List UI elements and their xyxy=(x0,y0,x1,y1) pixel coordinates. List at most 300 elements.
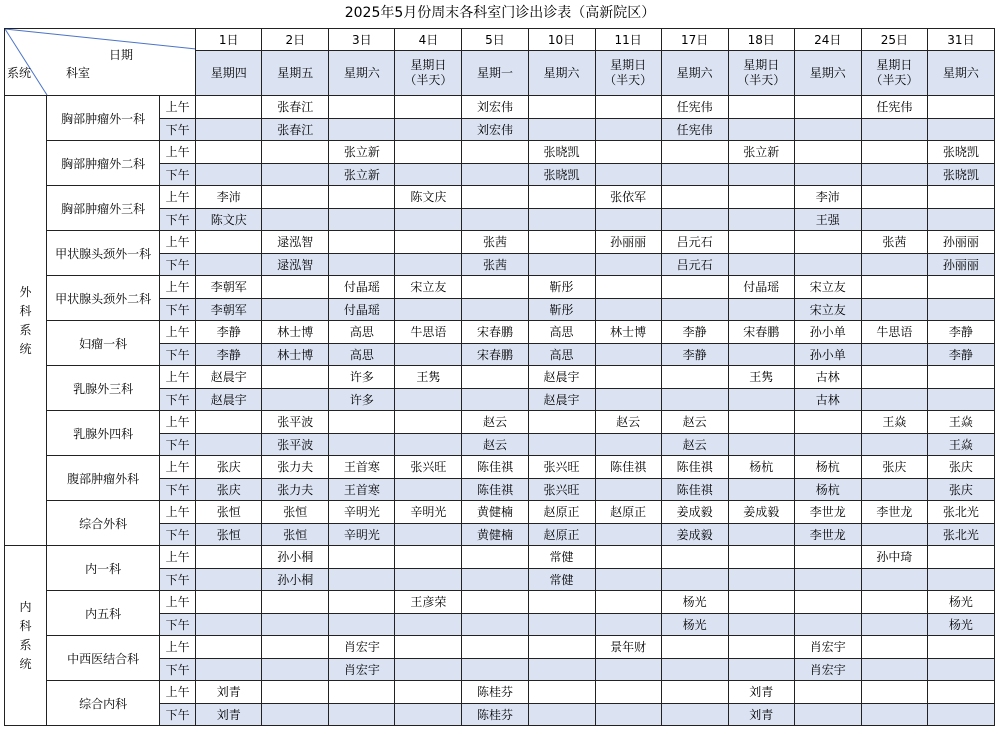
doctor-cell: 高思 xyxy=(528,321,595,344)
doctor-cell xyxy=(395,96,462,119)
doctor-cell: 肖宏宇 xyxy=(329,636,395,659)
doctor-cell: 赵云 xyxy=(462,411,528,434)
department-name: 内一科 xyxy=(47,546,160,591)
doctor-cell xyxy=(462,613,528,636)
doctor-cell: 杨光 xyxy=(927,591,994,614)
doctor-cell xyxy=(927,546,994,569)
doctor-cell: 张兴旺 xyxy=(528,478,595,501)
doctor-cell xyxy=(262,163,329,186)
doctor-cell xyxy=(528,208,595,231)
doctor-cell xyxy=(329,186,395,209)
doctor-cell: 陈佳祺 xyxy=(661,456,728,479)
doctor-cell xyxy=(196,231,262,254)
doctor-cell: 逯泓智 xyxy=(262,253,329,276)
doctor-cell: 张力夫 xyxy=(262,456,329,479)
doctor-cell xyxy=(861,703,927,726)
doctor-cell xyxy=(262,141,329,164)
doctor-cell: 孙丽丽 xyxy=(927,231,994,254)
doctor-cell xyxy=(395,298,462,321)
doctor-cell: 王焱 xyxy=(861,411,927,434)
morning-label: 上午 xyxy=(160,96,196,119)
doctor-cell: 宋春鹏 xyxy=(462,343,528,366)
department-name: 胸部肿瘤外一科 xyxy=(47,96,160,141)
doctor-cell xyxy=(595,343,661,366)
afternoon-label: 下午 xyxy=(160,478,196,501)
doctor-cell xyxy=(595,141,661,164)
doctor-cell: 张力夫 xyxy=(262,478,329,501)
doctor-cell xyxy=(528,703,595,726)
doctor-cell xyxy=(329,433,395,456)
doctor-cell: 杨光 xyxy=(927,613,994,636)
doctor-cell: 王首寒 xyxy=(329,456,395,479)
half-day-note: （半天） xyxy=(737,73,786,87)
doctor-cell xyxy=(262,613,329,636)
doctor-cell xyxy=(395,343,462,366)
doctor-cell xyxy=(329,703,395,726)
doctor-cell xyxy=(329,568,395,591)
afternoon-label: 下午 xyxy=(160,433,196,456)
doctor-cell: 许多 xyxy=(329,366,395,389)
doctor-cell xyxy=(927,636,994,659)
doctor-cell: 辛明光 xyxy=(395,501,462,524)
doctor-cell: 陈文庆 xyxy=(395,186,462,209)
doctor-cell xyxy=(728,478,794,501)
doctor-cell xyxy=(861,343,927,366)
half-day-note: （半天） xyxy=(404,73,453,87)
doctor-cell xyxy=(927,96,994,119)
doctor-cell xyxy=(196,96,262,119)
doctor-cell xyxy=(861,523,927,546)
doctor-cell: 常健 xyxy=(528,568,595,591)
doctor-cell xyxy=(528,636,595,659)
doctor-cell: 刘青 xyxy=(728,681,794,704)
doctor-cell: 杨杭 xyxy=(794,456,861,479)
doctor-cell: 李世龙 xyxy=(861,501,927,524)
doctor-cell xyxy=(395,613,462,636)
doctor-cell xyxy=(196,568,262,591)
doctor-cell: 姜成毅 xyxy=(661,523,728,546)
doctor-cell: 张茜 xyxy=(462,253,528,276)
doctor-cell xyxy=(262,276,329,299)
doctor-cell xyxy=(728,163,794,186)
doctor-cell xyxy=(462,546,528,569)
morning-label: 上午 xyxy=(160,546,196,569)
doctor-cell xyxy=(595,163,661,186)
date-header-cell: 25日 xyxy=(861,29,927,51)
doctor-cell: 逯泓智 xyxy=(262,231,329,254)
schedule-row xyxy=(5,636,995,659)
doctor-cell xyxy=(861,613,927,636)
doctor-cell: 张平波 xyxy=(262,411,329,434)
doctor-cell xyxy=(395,546,462,569)
doctor-cell xyxy=(661,141,728,164)
doctor-cell: 姜成毅 xyxy=(661,501,728,524)
date-header-cell: 5日 xyxy=(462,29,528,51)
doctor-cell xyxy=(661,366,728,389)
date-header-cell: 24日 xyxy=(794,29,861,51)
doctor-cell xyxy=(462,141,528,164)
doctor-cell xyxy=(794,163,861,186)
doctor-cell xyxy=(329,546,395,569)
doctor-cell xyxy=(196,118,262,141)
doctor-cell xyxy=(528,411,595,434)
doctor-cell: 孙中琦 xyxy=(861,546,927,569)
doctor-cell: 王强 xyxy=(794,208,861,231)
doctor-cell xyxy=(661,298,728,321)
doctor-cell xyxy=(262,366,329,389)
doctor-cell xyxy=(262,591,329,614)
doctor-cell xyxy=(794,591,861,614)
doctor-cell xyxy=(395,208,462,231)
afternoon-label: 下午 xyxy=(160,163,196,186)
doctor-cell: 宋春鹏 xyxy=(728,321,794,344)
date-header-cell: 18日 xyxy=(728,29,794,51)
doctor-cell xyxy=(728,411,794,434)
department-name: 内五科 xyxy=(47,591,160,636)
doctor-cell xyxy=(595,658,661,681)
doctor-cell: 张立新 xyxy=(329,141,395,164)
schedule-row xyxy=(5,411,995,434)
doctor-cell xyxy=(462,366,528,389)
doctor-cell xyxy=(595,366,661,389)
date-header-cell: 31日 xyxy=(927,29,994,51)
doctor-cell xyxy=(462,591,528,614)
doctor-cell xyxy=(794,118,861,141)
doctor-cell: 林士博 xyxy=(595,321,661,344)
doctor-cell xyxy=(861,186,927,209)
doctor-cell xyxy=(728,433,794,456)
doctor-cell: 赵云 xyxy=(661,433,728,456)
department-name: 中西医结合科 xyxy=(47,636,160,681)
doctor-cell: 赵云 xyxy=(661,411,728,434)
doctor-cell: 张晓凯 xyxy=(528,163,595,186)
doctor-cell xyxy=(595,96,661,119)
doctor-cell: 赵原正 xyxy=(595,501,661,524)
doctor-cell xyxy=(861,433,927,456)
doctor-cell xyxy=(728,231,794,254)
doctor-cell: 李朝军 xyxy=(196,276,262,299)
doctor-cell xyxy=(196,636,262,659)
doctor-cell xyxy=(927,298,994,321)
doctor-cell xyxy=(661,568,728,591)
doctor-cell xyxy=(794,433,861,456)
doctor-cell: 吕元石 xyxy=(661,253,728,276)
doctor-cell: 李沛 xyxy=(794,186,861,209)
doctor-cell: 常健 xyxy=(528,546,595,569)
doctor-cell xyxy=(196,546,262,569)
doctor-cell: 陈桂芬 xyxy=(462,703,528,726)
doctor-cell xyxy=(262,636,329,659)
date-header-cell: 11日 xyxy=(595,29,661,51)
doctor-cell: 张立新 xyxy=(728,141,794,164)
morning-label: 上午 xyxy=(160,321,196,344)
doctor-cell xyxy=(462,276,528,299)
doctor-cell xyxy=(262,208,329,231)
afternoon-label: 下午 xyxy=(160,343,196,366)
doctor-cell xyxy=(528,186,595,209)
doctor-cell xyxy=(528,433,595,456)
doctor-cell xyxy=(395,636,462,659)
doctor-cell: 张庆 xyxy=(196,478,262,501)
doctor-cell xyxy=(927,568,994,591)
doctor-cell: 张平波 xyxy=(262,433,329,456)
afternoon-label: 下午 xyxy=(160,388,196,411)
doctor-cell: 王焱 xyxy=(927,433,994,456)
doctor-cell: 李静 xyxy=(927,343,994,366)
doctor-cell xyxy=(395,681,462,704)
doctor-cell: 高思 xyxy=(329,343,395,366)
doctor-cell xyxy=(329,208,395,231)
doctor-cell xyxy=(595,433,661,456)
doctor-cell xyxy=(794,546,861,569)
weekday-header-cell: 星期六 xyxy=(927,51,994,96)
doctor-cell: 陈桂芬 xyxy=(462,681,528,704)
doctor-cell xyxy=(528,231,595,254)
doctor-cell xyxy=(661,186,728,209)
doctor-cell xyxy=(927,658,994,681)
doctor-cell xyxy=(196,658,262,681)
doctor-cell xyxy=(728,613,794,636)
doctor-cell: 陈文庆 xyxy=(196,208,262,231)
doctor-cell: 李静 xyxy=(661,321,728,344)
morning-label: 上午 xyxy=(160,141,196,164)
doctor-cell: 张庆 xyxy=(861,456,927,479)
doctor-cell: 赵云 xyxy=(462,433,528,456)
doctor-cell xyxy=(595,276,661,299)
doctor-cell xyxy=(661,636,728,659)
weekday-header-cell: 星期一 xyxy=(462,51,528,96)
department-name: 甲状腺头颈外一科 xyxy=(47,231,160,276)
doctor-cell xyxy=(329,96,395,119)
schedule-row xyxy=(5,321,995,344)
department-name: 胸部肿瘤外三科 xyxy=(47,186,160,231)
department-name: 综合内科 xyxy=(47,681,160,726)
doctor-cell xyxy=(661,388,728,411)
doctor-cell: 付晶瑶 xyxy=(728,276,794,299)
schedule-row xyxy=(5,96,995,119)
doctor-cell: 张北光 xyxy=(927,501,994,524)
weekday-header-cell: 星期四 xyxy=(196,51,262,96)
doctor-cell: 杨杭 xyxy=(728,456,794,479)
doctor-cell: 陈佳祺 xyxy=(462,456,528,479)
doctor-cell xyxy=(861,681,927,704)
doctor-cell xyxy=(728,546,794,569)
doctor-cell xyxy=(329,613,395,636)
doctor-cell xyxy=(196,253,262,276)
doctor-cell: 张依军 xyxy=(595,186,661,209)
doctor-cell xyxy=(528,613,595,636)
morning-label: 上午 xyxy=(160,231,196,254)
doctor-cell: 任宪伟 xyxy=(861,96,927,119)
doctor-cell: 黄健楠 xyxy=(462,501,528,524)
weekday-text: 星期日 xyxy=(743,58,780,72)
doctor-cell xyxy=(395,253,462,276)
doctor-cell xyxy=(395,388,462,411)
doctor-cell: 肖宏宇 xyxy=(329,658,395,681)
doctor-cell: 张兴旺 xyxy=(528,456,595,479)
doctor-cell xyxy=(861,591,927,614)
doctor-cell xyxy=(329,411,395,434)
doctor-cell: 黄健楠 xyxy=(462,523,528,546)
doctor-cell xyxy=(927,681,994,704)
doctor-cell xyxy=(595,388,661,411)
doctor-cell xyxy=(395,568,462,591)
doctor-cell: 宋立友 xyxy=(395,276,462,299)
doctor-cell xyxy=(661,546,728,569)
doctor-cell xyxy=(661,703,728,726)
doctor-cell: 靳彤 xyxy=(528,298,595,321)
doctor-cell xyxy=(395,658,462,681)
doctor-cell xyxy=(927,366,994,389)
date-header-cell: 3日 xyxy=(329,29,395,51)
doctor-cell: 刘青 xyxy=(196,703,262,726)
weekday-text: 星期日 xyxy=(610,58,647,72)
doctor-cell: 李静 xyxy=(661,343,728,366)
morning-label: 上午 xyxy=(160,276,196,299)
schedule-row xyxy=(5,591,995,614)
doctor-cell xyxy=(861,658,927,681)
doctor-cell xyxy=(595,298,661,321)
afternoon-label: 下午 xyxy=(160,208,196,231)
doctor-cell: 张立新 xyxy=(329,163,395,186)
doctor-cell: 赵晨宇 xyxy=(528,366,595,389)
doctor-cell: 古林 xyxy=(794,388,861,411)
doctor-cell xyxy=(196,141,262,164)
doctor-cell: 陈佳祺 xyxy=(661,478,728,501)
doctor-cell xyxy=(728,96,794,119)
doctor-cell: 牛思语 xyxy=(395,321,462,344)
doctor-cell xyxy=(528,253,595,276)
doctor-cell xyxy=(861,388,927,411)
doctor-cell xyxy=(794,568,861,591)
weekday-header-cell xyxy=(595,51,661,96)
doctor-cell: 赵晨宇 xyxy=(196,388,262,411)
doctor-cell xyxy=(462,298,528,321)
doctor-cell xyxy=(728,186,794,209)
doctor-cell xyxy=(927,186,994,209)
doctor-cell xyxy=(861,208,927,231)
doctor-cell xyxy=(595,208,661,231)
doctor-cell: 杨杭 xyxy=(794,478,861,501)
weekday-text: 星期日 xyxy=(876,58,913,72)
doctor-cell xyxy=(528,118,595,141)
doctor-cell xyxy=(861,478,927,501)
doctor-cell xyxy=(861,568,927,591)
doctor-cell: 辛明光 xyxy=(329,523,395,546)
department-name: 甲状腺头颈外二科 xyxy=(47,276,160,321)
half-day-note: （半天） xyxy=(870,73,919,87)
doctor-cell: 孙丽丽 xyxy=(927,253,994,276)
doctor-cell xyxy=(462,568,528,591)
afternoon-label: 下午 xyxy=(160,703,196,726)
doctor-cell xyxy=(595,613,661,636)
doctor-cell xyxy=(462,388,528,411)
doctor-cell: 赵云 xyxy=(595,411,661,434)
doctor-cell: 宋春鹏 xyxy=(462,321,528,344)
doctor-cell xyxy=(927,388,994,411)
doctor-cell: 姜成毅 xyxy=(728,501,794,524)
department-name: 乳腺外三科 xyxy=(47,366,160,411)
doctor-cell: 高思 xyxy=(329,321,395,344)
doctor-cell xyxy=(794,141,861,164)
doctor-cell xyxy=(927,703,994,726)
doctor-cell xyxy=(528,96,595,119)
doctor-cell: 刘青 xyxy=(728,703,794,726)
doctor-cell: 付晶瑶 xyxy=(329,298,395,321)
afternoon-label: 下午 xyxy=(160,118,196,141)
doctor-cell: 李朝军 xyxy=(196,298,262,321)
doctor-cell xyxy=(528,591,595,614)
doctor-cell xyxy=(462,208,528,231)
doctor-cell: 张晓凯 xyxy=(528,141,595,164)
doctor-cell: 张晓凯 xyxy=(927,163,994,186)
doctor-cell: 张恒 xyxy=(196,501,262,524)
doctor-cell xyxy=(861,163,927,186)
doctor-cell: 王隽 xyxy=(395,366,462,389)
doctor-cell: 李世龙 xyxy=(794,523,861,546)
doctor-cell xyxy=(794,411,861,434)
doctor-cell: 吕元石 xyxy=(661,231,728,254)
doctor-cell xyxy=(462,658,528,681)
doctor-cell: 赵晨宇 xyxy=(196,366,262,389)
doctor-cell xyxy=(595,523,661,546)
doctor-cell: 赵原正 xyxy=(528,523,595,546)
doctor-cell: 宋立友 xyxy=(794,298,861,321)
doctor-cell xyxy=(595,118,661,141)
doctor-cell xyxy=(595,478,661,501)
doctor-cell: 孙小桐 xyxy=(262,568,329,591)
doctor-cell: 杨光 xyxy=(661,613,728,636)
doctor-cell: 肖宏宇 xyxy=(794,658,861,681)
doctor-cell: 陈佳祺 xyxy=(595,456,661,479)
doctor-cell: 付晶瑶 xyxy=(329,276,395,299)
doctor-cell xyxy=(462,636,528,659)
doctor-cell xyxy=(462,163,528,186)
doctor-cell: 靳彤 xyxy=(528,276,595,299)
schedule-row xyxy=(5,231,995,254)
morning-label: 上午 xyxy=(160,591,196,614)
afternoon-label: 下午 xyxy=(160,568,196,591)
doctor-cell xyxy=(196,411,262,434)
doctor-cell xyxy=(395,523,462,546)
doctor-cell xyxy=(262,658,329,681)
system-label xyxy=(5,96,47,546)
afternoon-label: 下午 xyxy=(160,253,196,276)
doctor-cell: 张庆 xyxy=(196,456,262,479)
doctor-cell xyxy=(262,298,329,321)
doctor-cell: 李静 xyxy=(196,321,262,344)
doctor-cell xyxy=(794,231,861,254)
weekday-text: 星期日 xyxy=(410,58,447,72)
doctor-cell xyxy=(861,298,927,321)
doctor-cell xyxy=(395,703,462,726)
doctor-cell: 刘宏伟 xyxy=(462,118,528,141)
doctor-cell xyxy=(395,433,462,456)
doctor-cell: 张茜 xyxy=(462,231,528,254)
weekday-header-cell: 星期六 xyxy=(794,51,861,96)
afternoon-label: 下午 xyxy=(160,658,196,681)
morning-label: 上午 xyxy=(160,366,196,389)
doctor-cell: 孙小单 xyxy=(794,343,861,366)
system-name: 内科系统 xyxy=(19,599,32,671)
weekday-header-cell: 星期六 xyxy=(661,51,728,96)
doctor-cell xyxy=(794,703,861,726)
half-day-note: （半天） xyxy=(604,73,653,87)
doctor-cell: 李静 xyxy=(196,343,262,366)
doctor-cell xyxy=(861,141,927,164)
department-name: 胸部肿瘤外二科 xyxy=(47,141,160,186)
date-header-row xyxy=(5,29,995,51)
